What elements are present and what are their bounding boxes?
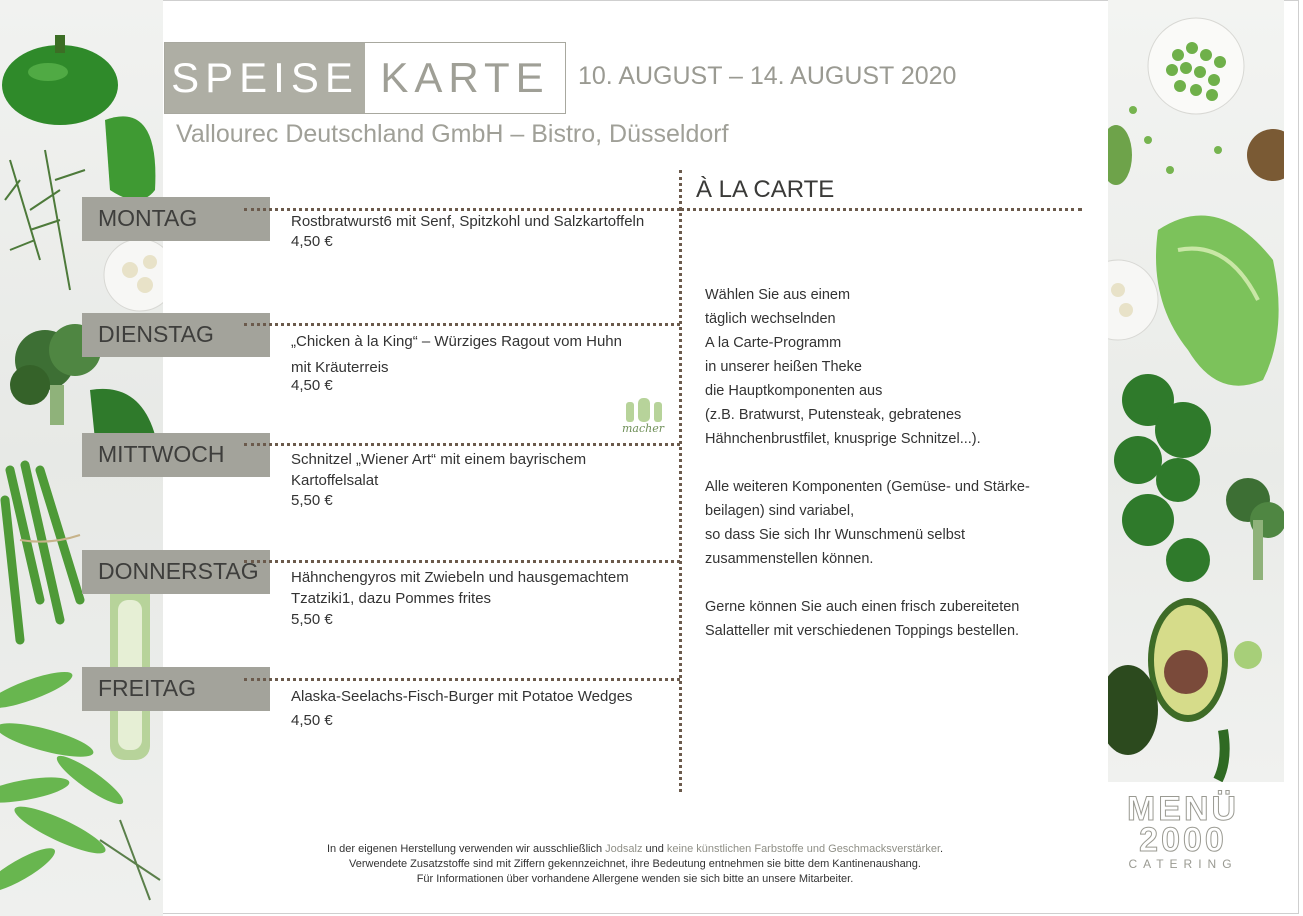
stamp-text: macher	[622, 422, 665, 435]
dish-line: Rostbratwurst6 mit Senf, Spitzkohl und Salzkartoffeln	[291, 213, 645, 230]
day-divider	[244, 323, 680, 326]
price-wednesday: 5,50 €	[291, 492, 333, 509]
dish-line: mit Kräuterreis	[291, 359, 389, 376]
a-la-carte-description	[705, 283, 1065, 667]
day-label-friday: FREITAG	[82, 667, 270, 711]
dish-line: Tzatziki1, dazu Pommes frites	[291, 590, 492, 607]
text-line: A la Carte-Programm	[705, 335, 842, 351]
day-label-monday: MONTAG	[82, 197, 270, 241]
logo-line-2: 2000	[1139, 821, 1227, 859]
price-monday: 4,50 €	[291, 233, 333, 250]
text-line: beilagen) sind variabel,	[705, 503, 855, 519]
logo-line-1: MENÜ	[1126, 790, 1240, 828]
title-box	[164, 42, 566, 114]
date-range: 10. AUGUST – 14. AUGUST 2020	[578, 62, 957, 90]
dish-friday	[291, 686, 661, 707]
footer-text: In der eigenen Herstellung verwenden wir ausschließlich	[326, 843, 606, 855]
footer-notes	[250, 842, 1020, 887]
text-line: zusammenstellen können.	[705, 551, 874, 567]
footer-line-2: Verwendete Zusatzstoffe sind mit Ziffern gekennzeichnet, ihre Bedeutung entnehmen sie bitte dem Kantinenaushang.	[349, 858, 921, 870]
a-la-carte-paragraph	[705, 475, 1065, 571]
day-label-thursday: DONNERSTAG	[82, 550, 270, 594]
footer-line-1	[250, 842, 1020, 857]
logo-line-3: CATERING	[1128, 857, 1238, 871]
dish-thursday	[291, 567, 661, 609]
dish-line: Hähnchengyros mit Zwiebeln und hausgemachtem	[291, 569, 629, 586]
stamp-logo	[620, 398, 676, 438]
dish-line: Schnitzel „Wiener Art“ mit einem bayrischem	[291, 451, 587, 468]
dish-line: Alaska-Seelachs-Fisch-Burger mit Potatoe Wedges	[291, 688, 633, 705]
text-line: Salatteller mit verschiedenen Toppings bestellen.	[705, 623, 1020, 639]
day-label-tuesday: DIENSTAG	[82, 313, 270, 357]
dish-monday	[291, 211, 661, 232]
price-friday: 4,50 €	[291, 712, 333, 729]
day-divider	[244, 560, 680, 563]
text-line: die Hauptkomponenten aus	[705, 383, 883, 399]
text-line: täglich wechselnden	[705, 311, 836, 327]
footer-highlight: Jodsalz	[605, 843, 643, 855]
footer-highlight: keine künstlichen Farbstoffe und Geschmacksverstärker	[666, 843, 940, 855]
a-la-carte-paragraph	[705, 595, 1065, 643]
a-la-carte-divider	[680, 208, 1082, 211]
location-subtitle: Vallourec Deutschland GmbH – Bistro, Düsseldorf	[176, 120, 729, 148]
footer-text: .	[940, 843, 944, 855]
dish-line: „Chicken à la King“ – Würziges Ragout vom Huhn	[291, 333, 622, 350]
a-la-carte-title: À LA CARTE	[696, 176, 835, 203]
column-divider	[679, 170, 682, 792]
day-divider	[244, 678, 680, 681]
text-line: Gerne können Sie auch einen frisch zubereiteten	[705, 599, 1020, 615]
dish-line: Kartoffelsalat	[291, 472, 379, 489]
text-line: (z.B. Bratwurst, Putensteak, gebratenes	[705, 407, 962, 423]
vegetable-image-right	[1108, 0, 1284, 782]
text-line: Hähnchenbrustfilet, knusprige Schnitzel...).	[705, 431, 981, 447]
menu2000-logo	[1116, 790, 1250, 875]
a-la-carte-paragraph	[705, 283, 1065, 451]
day-divider	[244, 443, 680, 446]
text-line: Alle weiteren Komponenten (Gemüse- und Stärke-	[705, 479, 1030, 495]
price-tuesday: 4,50 €	[291, 377, 333, 394]
text-line: so dass Sie sich Ihr Wunschmenü selbst	[705, 527, 966, 543]
text-line: Wählen Sie aus einem	[705, 287, 851, 303]
dish-wednesday	[291, 449, 661, 491]
day-label-wednesday: MITTWOCH	[82, 433, 270, 477]
title-speise: SPEISE	[165, 43, 365, 113]
text-line: in unserer heißen Theke	[705, 359, 862, 375]
dish-tuesday	[291, 329, 661, 381]
title-karte: KARTE	[380, 54, 550, 101]
footer-line-3: Für Informationen über vorhandene Allergene wenden sie sich bitte an unsere Mitarbeiter.	[416, 873, 854, 885]
price-thursday: 5,50 €	[291, 611, 333, 628]
footer-text: und	[642, 843, 667, 855]
